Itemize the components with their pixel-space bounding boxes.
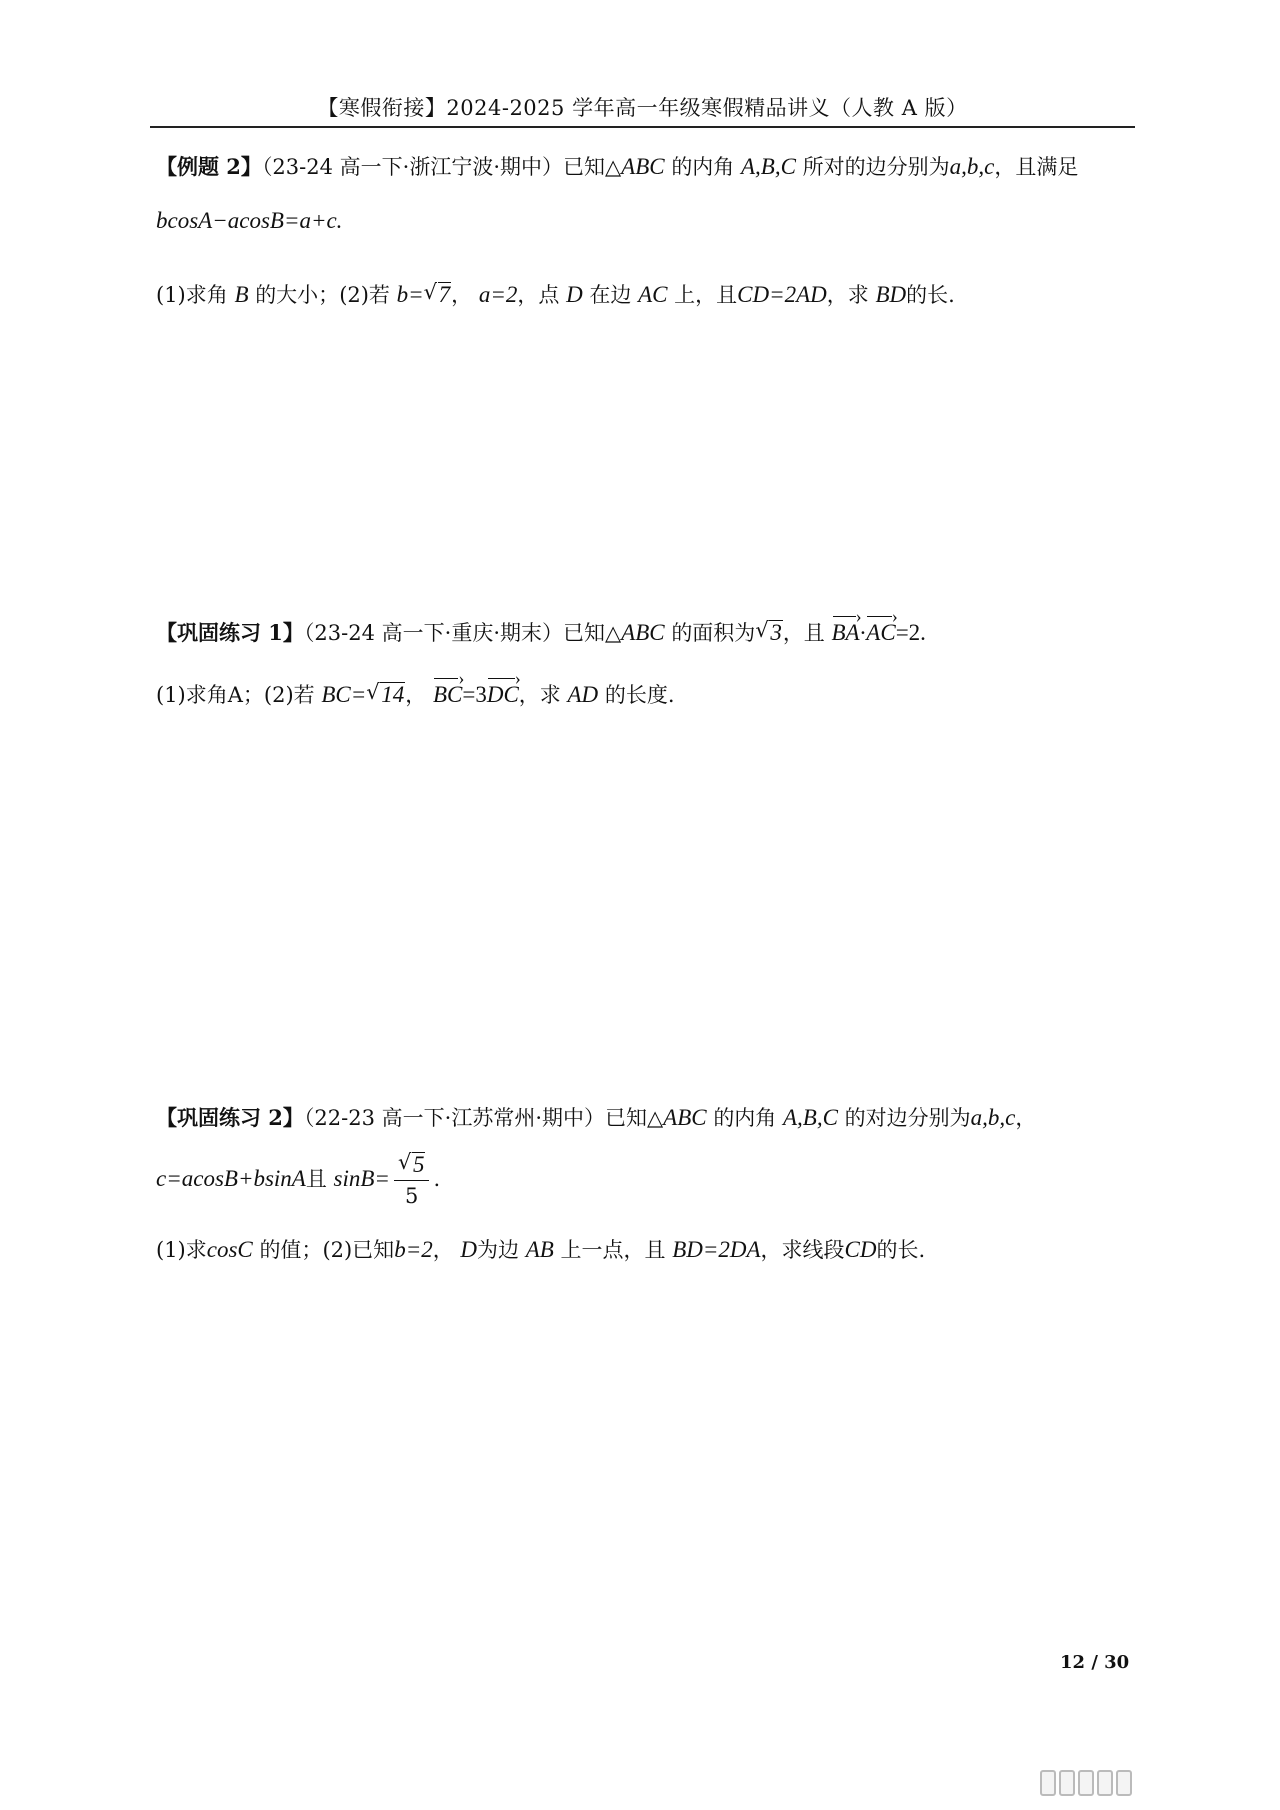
watermark-logo-icon [1040,1770,1132,1796]
sqrt-symbol [366,680,405,710]
text: (1)求角A； [156,683,264,707]
text: (1)求 [156,1238,207,1262]
text: 且 [305,1167,327,1191]
sqrt-radicand: 14 [381,682,405,707]
math-var: BC= [321,682,367,707]
practice-1-tag: 【巩固练习 1】 [156,620,304,645]
math-equation: =3 [462,682,487,707]
math-var: AB [525,1237,554,1262]
math-var: b=2 [394,1237,433,1262]
practice-1-questions [156,676,675,710]
text: 上一点，且 [560,1238,666,1262]
math-var: A,B,C [741,154,796,179]
math-var: B [234,282,249,307]
math-equation: bcosA−acosB=a+c. [156,208,343,233]
text: ，求 [518,683,561,707]
text: ，求 [826,283,869,307]
text: 已知△ [563,621,622,645]
text: (2)若 [263,683,315,707]
vector: AC › [866,614,895,648]
math-var: D [460,1237,478,1262]
example-2-questions [156,280,955,310]
practice-2-questions [156,1235,925,1265]
text: 已知△ [563,155,622,179]
watermark-bar [1116,1770,1132,1796]
math-var: ABC [621,154,665,179]
math-var: b= [396,282,424,307]
text: 所对的边分别为 [802,155,950,179]
math-var: a,b,c [970,1105,1016,1130]
example-2-statement [156,152,1078,182]
page-header-title: 【寒假衔接】2024-2025 学年高一年级寒假精品讲义（人教 A 版） [317,96,968,120]
practice-2-statement [156,1103,1036,1133]
text: 的大小； [255,283,340,307]
text: ， [1015,1106,1037,1130]
practice-1-source: （23-24 高一下·重庆·期末） [303,621,564,645]
page-number: 12 / 30 [1060,1652,1130,1673]
practice-1-statement [156,614,926,648]
text: 的内角 [671,155,735,179]
text: . [433,1167,441,1191]
math-var: sinB= [333,1166,390,1191]
math-var: BD [875,282,907,307]
text: (1)求角 [156,283,228,307]
math-equation: =2. [895,620,926,645]
text: 的对边分别为 [844,1106,971,1130]
example-2-tag: 【例题 2】 [156,154,262,179]
sqrt-radicand: 7 [438,282,451,307]
math-var: AC [638,282,668,307]
math-var: A,B,C [783,1105,838,1130]
text: 在边 [589,283,632,307]
text: · [859,621,867,645]
text: 的值； [259,1238,323,1262]
text: (2)若 [339,283,390,307]
text: 的长. [876,1238,926,1262]
sqrt-radicand: 5 [412,1152,425,1177]
watermark-bar [1078,1770,1094,1796]
text: 的长度. [604,683,675,707]
sqrt-symbol [424,280,452,310]
math-var: ABC [663,1105,707,1130]
practice-2-tag: 【巩固练习 2】 [156,1105,304,1130]
text: 为边 [477,1238,520,1262]
text: 的面积为 [671,621,756,645]
example-2-source: （23-24 高一下·浙江宁波·期中） [261,155,564,179]
header-divider [150,126,1135,128]
sqrt-symbol [755,618,783,648]
fraction [394,1150,430,1211]
sqrt-radicand: 3 [770,620,782,645]
text: ， [432,1238,454,1262]
text: ，且满足 [994,155,1079,179]
text: 的内角 [713,1106,777,1130]
math-var: a=2 [478,282,518,307]
example-2-equation [156,206,342,236]
vector: BC › [433,676,462,710]
watermark-bar [1040,1770,1056,1796]
text: ，求线段 [760,1238,845,1262]
text: 的长. [906,283,955,307]
math-var: ABC [621,620,665,645]
math-var: cosC [206,1237,253,1262]
text: ，且 [782,621,825,645]
practice-2-source: （22-23 高一下·江苏常州·期中） [303,1106,606,1130]
watermark-bar [1097,1770,1113,1796]
math-var: AD [567,682,599,707]
watermark-bar [1059,1770,1075,1796]
text: (2)已知 [322,1238,395,1262]
math-var: CD=2AD [737,282,827,307]
math-var: a,b,c [949,154,995,179]
text: 已知△ [605,1106,664,1130]
vector: BA › [832,614,860,648]
math-var: D [566,282,583,307]
text: ，点 [517,283,560,307]
math-var: CD [844,1237,877,1262]
math-equation: c=acosB+bsinA [156,1166,306,1191]
fraction-denominator: 5 [405,1184,419,1208]
sqrt-symbol [398,1150,426,1180]
text: 上，且 [674,283,738,307]
vector: DC › [487,676,519,710]
text: ， [405,683,427,707]
math-var: BD=2DA [672,1237,761,1262]
practice-2-equation [156,1150,440,1211]
text: ， [451,283,473,307]
